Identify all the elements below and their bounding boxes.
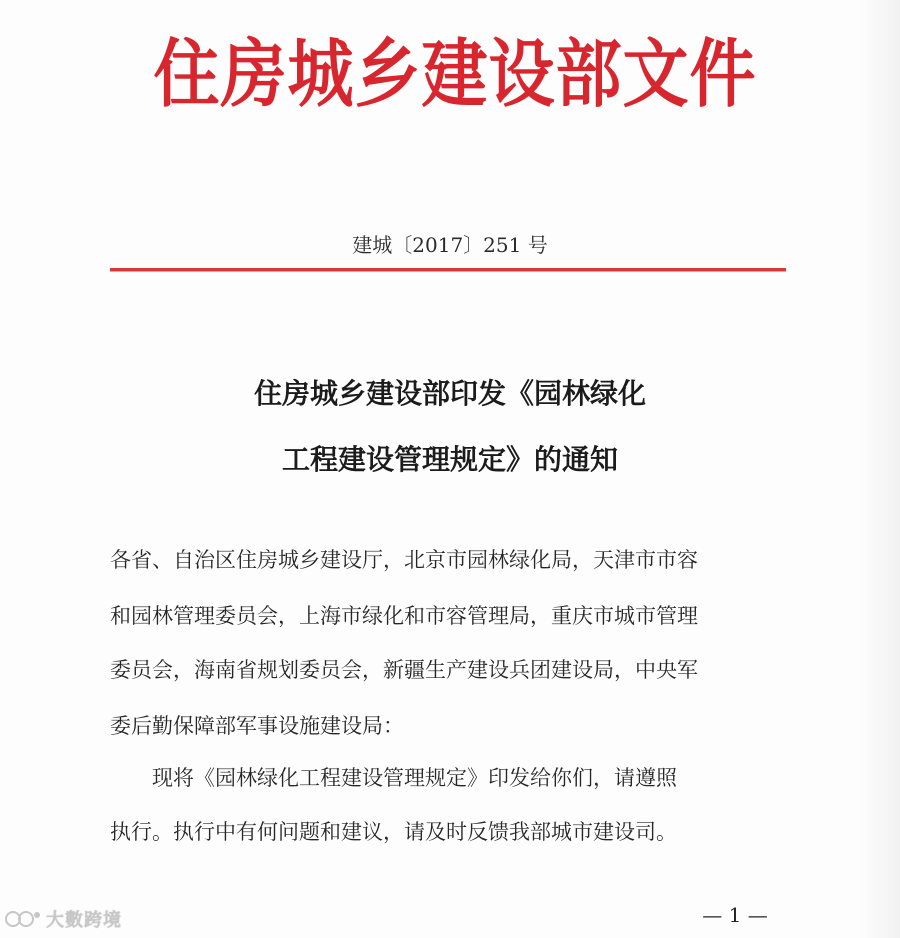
watermark-logo-icon [4, 907, 42, 931]
watermark [4, 904, 144, 934]
body-line-1: 各省、自治区住房城乡建设厅，北京市园林绿化局，天津市市容 [110, 548, 698, 572]
header-title: 住房城乡建设部文件 [153, 29, 757, 118]
body-line-4: 委后勤保障部军事设施建设局： [110, 714, 404, 738]
red-rule-line [110, 268, 786, 272]
body-line-2: 和园林管理委员会，上海市绿化和市容管理局，重庆市城市管理 [110, 604, 698, 628]
page-edge-shadow [860, 0, 900, 938]
page-number: — 1 — [702, 903, 768, 927]
red-rule-divider [110, 268, 786, 272]
watermark-text: 大數跨境 [46, 910, 122, 931]
document-number: 建城〔2017〕251 号 [352, 233, 548, 257]
body-line-3: 委员会，海南省规划委员会，新疆生产建设兵团建设局，中央军 [110, 658, 698, 682]
body-line-6: 执行。执行中有何问题和建议，请及时反馈我部城市建设司。 [110, 820, 677, 844]
body-line-5: 现将《园林绿化工程建设管理规定》印发给你们，请遵照 [152, 766, 677, 790]
notice-title-line-2: 工程建设管理规定》的通知 [281, 443, 618, 476]
notice-title-line-1: 住房城乡建设部印发《园林绿化 [253, 377, 646, 410]
